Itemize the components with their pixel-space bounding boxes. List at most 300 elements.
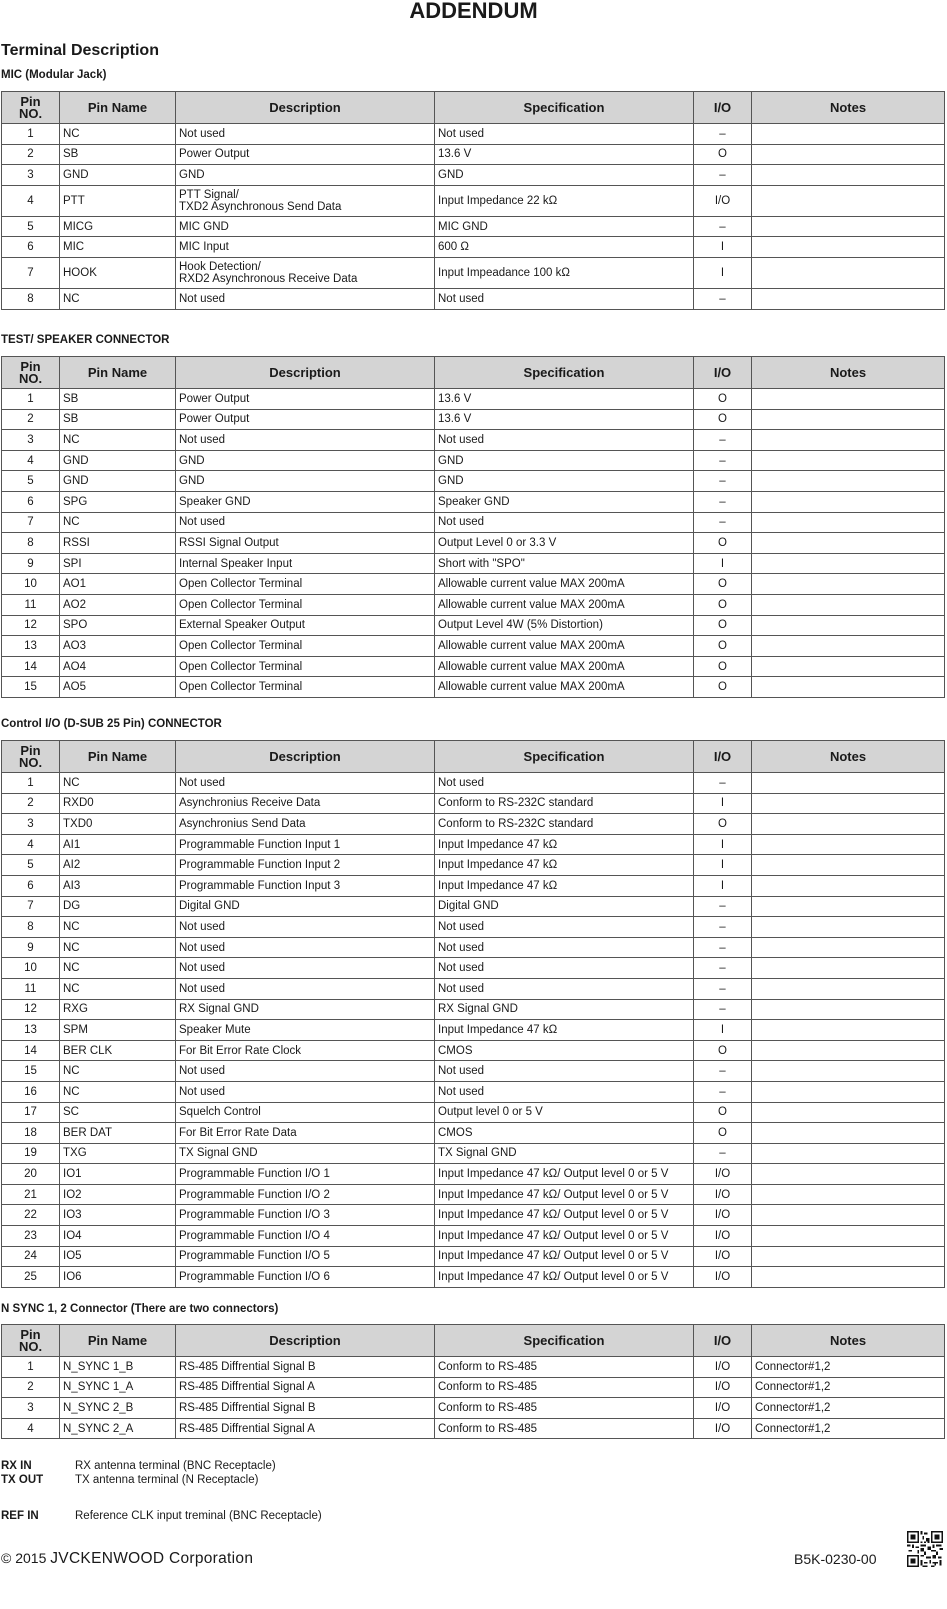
pin-number-cell: 7	[2, 896, 60, 917]
io-cell: I/O	[694, 1164, 752, 1185]
pin-number-cell: 1	[2, 1357, 60, 1378]
notes-cell	[752, 1102, 945, 1123]
pin-number-cell: 2	[2, 793, 60, 814]
notes-cell	[752, 896, 945, 917]
notes-cell	[752, 1226, 945, 1247]
pin-number-cell: 4	[2, 185, 60, 216]
description-cell: Open Collector Terminal	[176, 656, 435, 677]
pin-name-cell: RXD0	[60, 793, 176, 814]
pin-name-cell: SB	[60, 389, 176, 410]
description-cell: Not used	[176, 917, 435, 938]
specification-cell: Output level 0 or 5 V	[435, 1102, 694, 1123]
col-description-header: Description	[176, 357, 435, 389]
notes-cell	[752, 533, 945, 554]
pin-name-cell: NC	[60, 1061, 176, 1082]
description-cell: Not used	[176, 124, 435, 145]
table-control-io	[1, 740, 945, 1288]
table-heading-control-io: Control I/O (D-SUB 25 Pin) CONNECTOR	[1, 718, 222, 730]
notes-cell	[752, 875, 945, 896]
description-cell: RX Signal GND	[176, 999, 435, 1020]
io-cell: I	[694, 834, 752, 855]
table-row-pin-21	[2, 1184, 945, 1205]
section-heading: Terminal Description	[1, 42, 159, 59]
specification-cell: Input Impedance 47 kΩ	[435, 834, 694, 855]
io-cell: O	[694, 1102, 752, 1123]
pin-name-cell: AI2	[60, 855, 176, 876]
col-name-header: Pin Name	[60, 1325, 176, 1357]
io-cell: I/O	[694, 1357, 752, 1378]
col-notes-header: Notes	[752, 92, 945, 124]
description-cell: Asynchronius Send Data	[176, 814, 435, 835]
description-cell: Internal Speaker Input	[176, 553, 435, 574]
notes-cell	[752, 656, 945, 677]
description-cell: GND	[176, 450, 435, 471]
description-cell: RSSI Signal Output	[176, 533, 435, 554]
notes-cell	[752, 1123, 945, 1144]
io-cell: –	[694, 958, 752, 979]
specification-cell: Input Impedance 47 kΩ	[435, 1020, 694, 1041]
pin-name-cell: AI1	[60, 834, 176, 855]
col-notes-header: Notes	[752, 741, 945, 773]
header-row	[2, 741, 945, 773]
pin-number-cell: 7	[2, 257, 60, 288]
table-row-pin-19	[2, 1143, 945, 1164]
col-io-header: I/O	[694, 92, 752, 124]
table-mic	[1, 91, 945, 310]
table-row-pin-1	[2, 124, 945, 145]
description-cell: Not used	[176, 773, 435, 794]
table-row-pin-14	[2, 656, 945, 677]
col-pin-header: Pin NO.	[2, 1325, 60, 1357]
description-cell: Power Output	[176, 409, 435, 430]
description-cell: RS-485 Diffrential Signal A	[176, 1418, 435, 1439]
io-cell: –	[694, 124, 752, 145]
pin-name-cell: MIC	[60, 237, 176, 258]
notes-cell	[752, 814, 945, 835]
notes-cell	[752, 257, 945, 288]
description-cell: External Speaker Output	[176, 615, 435, 636]
pin-number-cell: 6	[2, 875, 60, 896]
pin-name-cell: HOOK	[60, 257, 176, 288]
col-io-header: I/O	[694, 1325, 752, 1357]
description-cell: Not used	[176, 1061, 435, 1082]
table-row-pin-18	[2, 1123, 945, 1144]
pin-name-cell: AO1	[60, 574, 176, 595]
description-cell: GND	[176, 471, 435, 492]
specification-cell: 13.6 V	[435, 409, 694, 430]
description-cell: RS-485 Diffrential Signal B	[176, 1398, 435, 1419]
notes-cell	[752, 1143, 945, 1164]
description-cell: Not used	[176, 958, 435, 979]
qr-code-icon	[907, 1531, 943, 1567]
description-cell: Open Collector Terminal	[176, 574, 435, 595]
col-description-header: Description	[176, 741, 435, 773]
table-row-pin-2	[2, 409, 945, 430]
notes-cell	[752, 834, 945, 855]
specification-cell: Not used	[435, 917, 694, 938]
col-io-header: I/O	[694, 357, 752, 389]
description-cell: RS-485 Diffrential Signal A	[176, 1377, 435, 1398]
pin-name-cell: AO5	[60, 677, 176, 698]
table-row-pin-22	[2, 1205, 945, 1226]
pin-name-cell: AO4	[60, 656, 176, 677]
notes-cell	[752, 1164, 945, 1185]
col-specification-header: Specification	[435, 1325, 694, 1357]
pin-name-cell: IO2	[60, 1184, 176, 1205]
pin-name-cell: N_SYNC 1_A	[60, 1377, 176, 1398]
table-row-pin-14	[2, 1040, 945, 1061]
table-row-pin-13	[2, 636, 945, 657]
io-cell: I	[694, 553, 752, 574]
pin-name-cell: NC	[60, 958, 176, 979]
io-cell: –	[694, 450, 752, 471]
specification-cell: 13.6 V	[435, 389, 694, 410]
pin-name-cell: NC	[60, 512, 176, 533]
io-cell: I/O	[694, 1267, 752, 1288]
description-cell: Speaker GND	[176, 491, 435, 512]
notes-cell	[752, 185, 945, 216]
pin-name-cell: AI3	[60, 875, 176, 896]
pin-name-cell: GND	[60, 165, 176, 186]
description-cell: Not used	[176, 978, 435, 999]
pin-number-cell: 14	[2, 656, 60, 677]
table-row-pin-6	[2, 237, 945, 258]
io-cell: I/O	[694, 185, 752, 216]
pin-name-cell: IO1	[60, 1164, 176, 1185]
pin-number-cell: 4	[2, 834, 60, 855]
table-row-pin-16	[2, 1081, 945, 1102]
specification-cell: Input Impedance 47 kΩ/ Output level 0 or 5 V	[435, 1226, 694, 1247]
description-cell: Not used	[176, 512, 435, 533]
io-cell: O	[694, 1040, 752, 1061]
table-row-pin-7	[2, 257, 945, 288]
description-cell: Digital GND	[176, 896, 435, 917]
col-name-header: Pin Name	[60, 92, 176, 124]
pin-name-cell: NC	[60, 124, 176, 145]
specification-cell: 13.6 V	[435, 144, 694, 165]
table-row-pin-4	[2, 185, 945, 216]
description-cell: For Bit Error Rate Data	[176, 1123, 435, 1144]
description-cell: Programmable Function I/O 4	[176, 1226, 435, 1247]
specification-cell: Input Impeadance 100 kΩ	[435, 257, 694, 288]
table-row-pin-2	[2, 144, 945, 165]
specification-cell: 600 Ω	[435, 237, 694, 258]
specification-cell: Conform to RS-485	[435, 1377, 694, 1398]
pin-number-cell: 15	[2, 677, 60, 698]
pin-name-cell: IO6	[60, 1267, 176, 1288]
table-row-pin-1	[2, 1357, 945, 1378]
table-row-pin-7	[2, 512, 945, 533]
company-name: JVCKENWOOD Corporation	[50, 1550, 254, 1567]
notes-cell	[752, 409, 945, 430]
footer-copyright	[1, 1550, 253, 1567]
description-cell: RS-485 Diffrential Signal B	[176, 1357, 435, 1378]
pin-name-cell: RXG	[60, 999, 176, 1020]
specification-cell: Not used	[435, 978, 694, 999]
table-heading-nsync: N SYNC 1, 2 Connector (There are two connectors)	[1, 1303, 279, 1315]
specification-cell: Conform to RS-232C standard	[435, 814, 694, 835]
description-cell: Programmable Function I/O 1	[176, 1164, 435, 1185]
notes-cell	[752, 1020, 945, 1041]
pin-number-cell: 5	[2, 855, 60, 876]
specification-cell: Conform to RS-485	[435, 1398, 694, 1419]
pin-name-cell: MICG	[60, 216, 176, 237]
specification-cell: Not used	[435, 937, 694, 958]
notes-cell	[752, 124, 945, 145]
specification-cell: Conform to RS-232C standard	[435, 793, 694, 814]
specification-cell: Output Level 4W (5% Distortion)	[435, 615, 694, 636]
notes-cell	[752, 615, 945, 636]
col-pin-header: Pin NO.	[2, 357, 60, 389]
pin-name-cell: N_SYNC 1_B	[60, 1357, 176, 1378]
io-cell: –	[694, 430, 752, 451]
io-cell: O	[694, 814, 752, 835]
specification-cell: RX Signal GND	[435, 999, 694, 1020]
description-cell: Power Output	[176, 144, 435, 165]
table-row-pin-24	[2, 1246, 945, 1267]
description-cell: GND	[176, 165, 435, 186]
io-cell: I/O	[694, 1418, 752, 1439]
col-notes-header: Notes	[752, 1325, 945, 1357]
specification-cell: GND	[435, 165, 694, 186]
pin-name-cell: SPI	[60, 553, 176, 574]
pin-number-cell: 10	[2, 574, 60, 595]
table-row-pin-2	[2, 1377, 945, 1398]
pin-name-cell: AO2	[60, 594, 176, 615]
specification-cell: Input Impedance 47 kΩ/ Output level 0 or 5 V	[435, 1205, 694, 1226]
pin-number-cell: 6	[2, 491, 60, 512]
table-row-pin-3	[2, 430, 945, 451]
pin-name-cell: SC	[60, 1102, 176, 1123]
notes-cell	[752, 216, 945, 237]
io-cell: –	[694, 1061, 752, 1082]
io-cell: –	[694, 978, 752, 999]
description-cell: Not used	[176, 1081, 435, 1102]
table-row-pin-23	[2, 1226, 945, 1247]
pin-name-cell: DG	[60, 896, 176, 917]
specification-cell: Input Impedance 47 kΩ/ Output level 0 or 5 V	[435, 1184, 694, 1205]
header-row	[2, 1325, 945, 1357]
pin-number-cell: 13	[2, 636, 60, 657]
table-row-pin-3	[2, 165, 945, 186]
io-cell: I/O	[694, 1377, 752, 1398]
table-row-pin-20	[2, 1164, 945, 1185]
io-cell: –	[694, 216, 752, 237]
notes-cell	[752, 1267, 945, 1288]
notes-cell	[752, 1246, 945, 1267]
description-cell: Open Collector Terminal	[176, 594, 435, 615]
table-row-pin-9	[2, 553, 945, 574]
io-cell: I/O	[694, 1246, 752, 1267]
io-cell: O	[694, 409, 752, 430]
notes-cell: Connector#1,2	[752, 1377, 945, 1398]
description-cell: Asynchronius Receive Data	[176, 793, 435, 814]
pin-number-cell: 14	[2, 1040, 60, 1061]
description-cell: Programmable Function Input 3	[176, 875, 435, 896]
io-cell: –	[694, 512, 752, 533]
description-cell: Programmable Function I/O 6	[176, 1267, 435, 1288]
io-cell: O	[694, 656, 752, 677]
specification-cell: Allowable current value MAX 200mA	[435, 636, 694, 657]
specification-cell: Allowable current value MAX 200mA	[435, 594, 694, 615]
pin-name-cell: SPO	[60, 615, 176, 636]
io-cell: I/O	[694, 1226, 752, 1247]
notes-cell	[752, 512, 945, 533]
pin-name-cell: SPM	[60, 1020, 176, 1041]
table-row-pin-12	[2, 999, 945, 1020]
notes-cell	[752, 430, 945, 451]
pin-name-cell: NC	[60, 978, 176, 999]
pin-number-cell: 2	[2, 409, 60, 430]
pin-name-cell: BER CLK	[60, 1040, 176, 1061]
description-cell: Programmable Function Input 1	[176, 834, 435, 855]
io-cell: O	[694, 574, 752, 595]
table-row-pin-8	[2, 917, 945, 938]
notes-cell	[752, 1040, 945, 1061]
pin-number-cell: 11	[2, 594, 60, 615]
pin-number-cell: 3	[2, 165, 60, 186]
table-row-pin-25	[2, 1267, 945, 1288]
io-cell: I	[694, 237, 752, 258]
pin-name-cell: NC	[60, 1081, 176, 1102]
pin-number-cell: 9	[2, 937, 60, 958]
description-cell: Power Output	[176, 389, 435, 410]
table-row-pin-2	[2, 793, 945, 814]
notes-cell	[752, 937, 945, 958]
col-description-header: Description	[176, 1325, 435, 1357]
io-cell: I	[694, 1020, 752, 1041]
notes-cell	[752, 917, 945, 938]
pin-name-cell: SPG	[60, 491, 176, 512]
description-cell: Programmable Function I/O 3	[176, 1205, 435, 1226]
table-row-pin-5	[2, 216, 945, 237]
io-cell: O	[694, 1123, 752, 1144]
io-cell: –	[694, 896, 752, 917]
copyright-text: © 2015	[1, 1550, 47, 1566]
specification-cell: Not used	[435, 512, 694, 533]
table-heading-test-speaker: TEST/ SPEAKER CONNECTOR	[1, 334, 170, 346]
pin-number-cell: 22	[2, 1205, 60, 1226]
notes-cell	[752, 389, 945, 410]
pin-number-cell: 1	[2, 773, 60, 794]
notes-cell	[752, 288, 945, 309]
notes-cell	[752, 471, 945, 492]
specification-cell: MIC GND	[435, 216, 694, 237]
specification-cell: Input Impedance 47 kΩ	[435, 855, 694, 876]
table-row-pin-15	[2, 677, 945, 698]
col-specification-header: Specification	[435, 92, 694, 124]
pin-name-cell: IO5	[60, 1246, 176, 1267]
pin-name-cell: RSSI	[60, 533, 176, 554]
specification-cell: Short with "SPO"	[435, 553, 694, 574]
table-row-pin-1	[2, 389, 945, 410]
specification-cell: Allowable current value MAX 200mA	[435, 677, 694, 698]
specification-cell: GND	[435, 450, 694, 471]
table-row-pin-1	[2, 773, 945, 794]
specification-cell: Output Level 0 or 3.3 V	[435, 533, 694, 554]
pin-number-cell: 21	[2, 1184, 60, 1205]
io-cell: –	[694, 937, 752, 958]
notes-cell	[752, 677, 945, 698]
pin-number-cell: 7	[2, 512, 60, 533]
footnotes: RX IN RX antenna terminal (BNC Receptacle) TX OUT TX antenna terminal (N Receptacle) REF IN Reference CLK input treminal (BNC Receptacle)	[1, 1460, 322, 1522]
table-row-pin-5	[2, 471, 945, 492]
pin-number-cell: 23	[2, 1226, 60, 1247]
specification-cell: Input Impedance 47 kΩ	[435, 875, 694, 896]
specification-cell: Allowable current value MAX 200mA	[435, 656, 694, 677]
description-cell: Programmable Function I/O 2	[176, 1184, 435, 1205]
description-cell: MIC GND	[176, 216, 435, 237]
description-cell: Not used	[176, 430, 435, 451]
pin-number-cell: 5	[2, 216, 60, 237]
io-cell: O	[694, 144, 752, 165]
notes-cell	[752, 574, 945, 595]
notes-cell: Connector#1,2	[752, 1418, 945, 1439]
table-nsync	[1, 1324, 945, 1439]
pin-name-cell: NC	[60, 288, 176, 309]
table-row-pin-11	[2, 594, 945, 615]
io-cell: –	[694, 1143, 752, 1164]
pin-number-cell: 4	[2, 1418, 60, 1439]
pin-number-cell: 1	[2, 124, 60, 145]
description-cell: Programmable Function Input 2	[176, 855, 435, 876]
io-cell: I	[694, 257, 752, 288]
col-name-header: Pin Name	[60, 741, 176, 773]
specification-cell: TX Signal GND	[435, 1143, 694, 1164]
table-row-pin-6	[2, 491, 945, 512]
pin-number-cell: 1	[2, 389, 60, 410]
description-cell: Open Collector Terminal	[176, 636, 435, 657]
pin-number-cell: 8	[2, 288, 60, 309]
table-heading-mic: MIC (Modular Jack)	[1, 69, 107, 81]
col-io-header: I/O	[694, 741, 752, 773]
pin-number-cell: 6	[2, 237, 60, 258]
notes-cell	[752, 855, 945, 876]
description-cell: Not used	[176, 288, 435, 309]
table-row-pin-12	[2, 615, 945, 636]
col-description-header: Description	[176, 92, 435, 124]
pin-number-cell: 2	[2, 144, 60, 165]
notes-cell	[752, 1061, 945, 1082]
specification-cell: Not used	[435, 1081, 694, 1102]
io-cell: I/O	[694, 1205, 752, 1226]
pin-name-cell: TXG	[60, 1143, 176, 1164]
table-row-pin-3	[2, 1398, 945, 1419]
notes-cell	[752, 1081, 945, 1102]
io-cell: I	[694, 855, 752, 876]
table-row-pin-17	[2, 1102, 945, 1123]
io-cell: –	[694, 165, 752, 186]
notes-cell	[752, 144, 945, 165]
pin-number-cell: 19	[2, 1143, 60, 1164]
col-specification-header: Specification	[435, 741, 694, 773]
specification-cell: Not used	[435, 773, 694, 794]
description-cell: Squelch Control	[176, 1102, 435, 1123]
pin-name-cell: IO3	[60, 1205, 176, 1226]
pin-number-cell: 16	[2, 1081, 60, 1102]
notes-cell	[752, 999, 945, 1020]
specification-cell: Not used	[435, 430, 694, 451]
notes-cell	[752, 773, 945, 794]
table-row-pin-8	[2, 533, 945, 554]
description-cell: Open Collector Terminal	[176, 677, 435, 698]
notes-cell	[752, 237, 945, 258]
pin-number-cell: 25	[2, 1267, 60, 1288]
specification-cell: Conform to RS-485	[435, 1357, 694, 1378]
description-cell: Hook Detection/ RXD2 Asynchronous Receive Data	[176, 257, 435, 288]
notes-cell	[752, 491, 945, 512]
io-cell: –	[694, 288, 752, 309]
